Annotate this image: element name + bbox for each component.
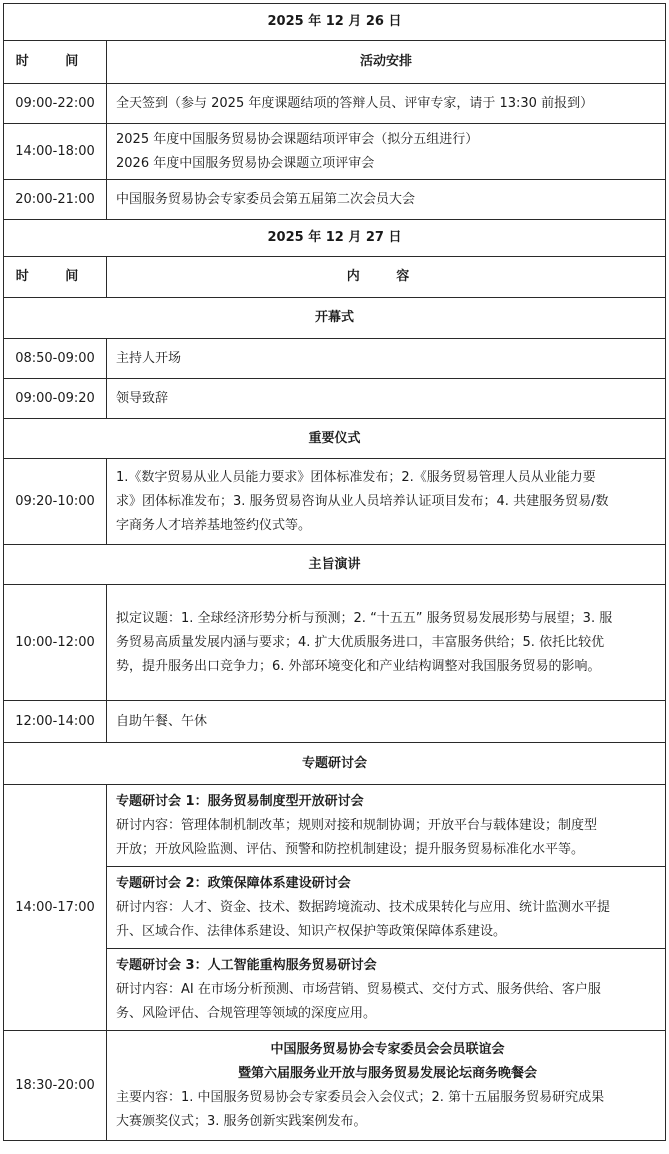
table-row (4, 585, 666, 701)
table-row (4, 379, 666, 419)
section-title-seminars: 专题研讨会 (4, 743, 666, 785)
time-cell: 08:50-09:00 (4, 339, 107, 379)
activity-cell: 领导致辞 (107, 379, 666, 419)
day2-date-row (4, 220, 666, 257)
time-cell: 18:30-20:00 (4, 1031, 107, 1141)
table-row (4, 84, 666, 124)
day1-date: 2025 年 12 月 26 日 (4, 4, 666, 41)
day1-header-row (4, 41, 666, 84)
table-row (4, 1031, 666, 1141)
table-row (4, 459, 666, 545)
seminar-item: 专题研讨会 2：政策保障体系建设研讨会 研讨内容：人才、资金、技术、数据跨境流动、技术成果转化与应用、统计监测水平提 升、区域合作、法律体系建设、知识产权保护等政策保障体系建设。 (107, 867, 666, 949)
day1-date-row (4, 4, 666, 41)
header-time: 时 间 (4, 41, 107, 84)
time-cell: 10:00-12:00 (4, 585, 107, 701)
activity-cell: 全天签到（参与 2025 年度课题结项的答辩人员、评审专家，请于 13:30 前报到） (107, 84, 666, 124)
section-title-keynote: 主旨演讲 (4, 545, 666, 585)
table-row (4, 124, 666, 180)
time-cell: 20:00-21:00 (4, 180, 107, 220)
activity-cell: 2025 年度中国服务贸易协会课题结项评审会（拟分五组进行） 2026 年度中国服务贸易协会课题立项评审会 (107, 124, 666, 180)
time-cell: 14:00-18:00 (4, 124, 107, 180)
section-title-opening: 开幕式 (4, 298, 666, 339)
header-time: 时 间 (4, 257, 107, 298)
time-cell: 09:20-10:00 (4, 459, 107, 545)
time-cell: 09:00-22:00 (4, 84, 107, 124)
header-activity: 活动安排 (107, 41, 666, 84)
activity-cell: 1.《数字贸易从业人员能力要求》团体标准发布；2.《服务贸易管理人员从业能力要 求》团体标准发布；3. 服务贸易咨询从业人员培养认证项目发布；4. 共建服务贸易/数 字商务人才培养基地签约仪式等。 (107, 459, 666, 545)
seminar-item: 专题研讨会 1：服务贸易制度型开放研讨会 研讨内容：管理体制机制改革；规则对接和规制协调；开放平台与载体建设；制度型 开放；开放风险监测、评估、预警和防控机制建设；提升服务贸易标准化水平等。 (107, 785, 666, 867)
day2-date: 2025 年 12 月 27 日 (4, 220, 666, 257)
activity-cell: 自助午餐、午休 (107, 701, 666, 743)
time-cell: 14:00-17:00 (4, 785, 107, 1031)
section-title-ceremony: 重要仪式 (4, 419, 666, 459)
section-row (4, 298, 666, 339)
section-row (4, 545, 666, 585)
header-content: 内 容 (107, 257, 666, 298)
table-row (4, 785, 666, 867)
table-row (4, 180, 666, 220)
evening-item: 中国服务贸易协会专家委员会会员联谊会 暨第六届服务业开放与服务贸易发展论坛商务晚餐会 主要内容：1. 中国服务贸易协会专家委员会入会仪式；2. 第十五届服务贸易研究成果 大赛颁奖仪式；3. 服务创新实践案例发布。 (107, 1031, 666, 1141)
table-row (4, 339, 666, 379)
activity-cell: 拟定议题：1. 全球经济形势分析与预测；2. “十五五” 服务贸易发展形势与展望；3. 服 务贸易高质量发展内涵与要求；4. 扩大优质服务进口，丰富服务供给；5. 依托比较优 势，提升服务出口竞争力；6. 外部环境变化和产业结构调整对我国服务贸易的影响。 (107, 585, 666, 701)
activity-cell: 主持人开场 (107, 339, 666, 379)
time-cell: 09:00-09:20 (4, 379, 107, 419)
day2-header-row (4, 257, 666, 298)
section-row (4, 743, 666, 785)
table-row (4, 701, 666, 743)
section-row (4, 419, 666, 459)
seminar-item: 专题研讨会 3：人工智能重构服务贸易研讨会 研讨内容：AI 在市场分析预测、市场营销、贸易模式、交付方式、服务供给、客户服 务、风险评估、合规管理等领域的深度应用。 (107, 949, 666, 1031)
activity-cell: 中国服务贸易协会专家委员会第五届第二次会员大会 (107, 180, 666, 220)
time-cell: 12:00-14:00 (4, 701, 107, 743)
schedule-table (3, 3, 666, 1141)
